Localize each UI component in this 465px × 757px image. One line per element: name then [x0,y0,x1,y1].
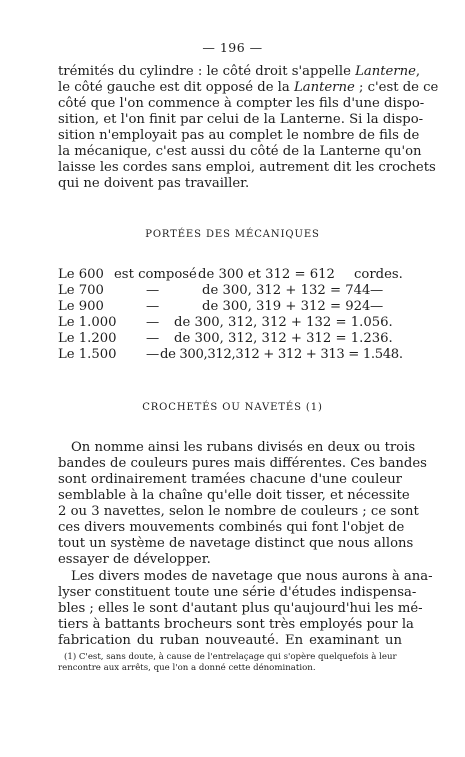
text-line: Les divers modes de navetage que nous aurons à ana- [71,569,433,584]
text-line: qui ne doivent pas travailler. [58,176,250,191]
footnote [58,652,404,673]
text-line: laisse les cordes sans emploi, autrement dit les crochets [58,160,436,175]
paragraph-navetage [58,569,433,649]
table-cell-verb: — [146,299,160,314]
footnote-line: rencontre aux arrêts, que l'on a donné cette dénomination. [58,662,316,673]
table-cell-name: Le 1.200 [58,331,117,346]
section-heading-crochetes: CROCHETÉS OU NAVETÉS (1) [142,402,323,413]
table-cell-name: Le 1.000 [58,315,117,330]
text-line: ces divers mouvements combinés qui font l'objet de [58,520,405,535]
table-cell-formula: de 300, 319 + 312 = 924 [202,299,371,314]
table-cell-formula: de 300, 312, 312 + 312 = 1.236. [174,331,393,346]
table-cell-verb: — [146,331,160,346]
text-line: sont ordinairement tramées chacune d'une couleur [58,472,402,487]
text-line: tout un système de navetage distinct que nous allons [58,536,414,551]
text-line: 2 ou 3 navettes, selon le nombre de couleurs ; ce sont [58,504,419,519]
text-line: bandes de couleurs pures mais différentes. Ces bandes [58,456,427,471]
page-number: — 196 — [202,40,263,55]
table-cell-name: Le 700 [58,283,104,298]
table-cell-name: Le 1.500 [58,347,117,362]
text-line: essayer de développer. [58,552,211,567]
text-line: bles ; elles le sont d'autant plus qu'aujourd'hui les mé- [58,601,423,616]
table-cell-verb: — [146,315,160,330]
table-cell-name: Le 600 [58,267,104,282]
text-line: trémités du cylindre : le côté droit s'appelle Lanterne, [58,64,421,79]
table-cell-verb: — [146,283,160,298]
text-line-emphasis: Lanterne [355,64,416,79]
paragraph-crochetes [58,440,427,568]
text-line: le côté gauche est dit opposé de la Lanterne ; c'est de ce [58,80,439,95]
paragraph-lanterne [58,64,439,192]
text-line: semblable à la chaîne qu'elle doit tisser, et nécessite [58,488,410,503]
table-cell-result: — [370,299,384,314]
table-cell-verb: — [146,347,160,362]
text-line: sition, et l'on finit par celui de la Lanterne. Si la dispo- [58,112,424,127]
table-cell-formula: de 300, 312, 312 + 132 = 1.056. [174,315,393,330]
text-line: côté que l'on commence à compter les fils d'une dispo- [58,96,425,111]
section-heading-portees: PORTÉES DES MÉCANIQUES [145,229,320,240]
text-line: lyser constituent toute une série d'études indispensa- [58,585,417,600]
text-line: sition n'employait pas au complet le nombre de fils de [58,128,420,143]
text-line: On nomme ainsi les rubans divisés en deux ou trois [71,440,416,455]
text-line: tiers à battants brocheurs sont très employés pour la [58,617,414,632]
footnote-line: (1) C'est, sans doute, à cause de l'entrelaçage qui s'opère quelquefois à leur [64,652,397,662]
table-cell-name: Le 900 [58,299,104,314]
table-cell-formula: de 300,312,312 + 312 + 313 = 1.548. [160,347,403,362]
table-cell-formula: de 300, 312 + 132 = 744 [202,283,371,298]
table-cell-result: cordes. [354,267,403,282]
table-cell-verb: est composé [114,267,197,282]
text-line-emphasis: Lanterne [293,80,355,95]
table-cell-formula: de 300 et 312 = 612 [198,267,335,282]
text-line: la mécanique, c'est aussi du côté de la Lanterne qu'on [58,144,422,159]
table-cell-result: — [370,283,384,298]
text-line: fabrication du ruban nouveauté. En examinant un [58,633,402,648]
